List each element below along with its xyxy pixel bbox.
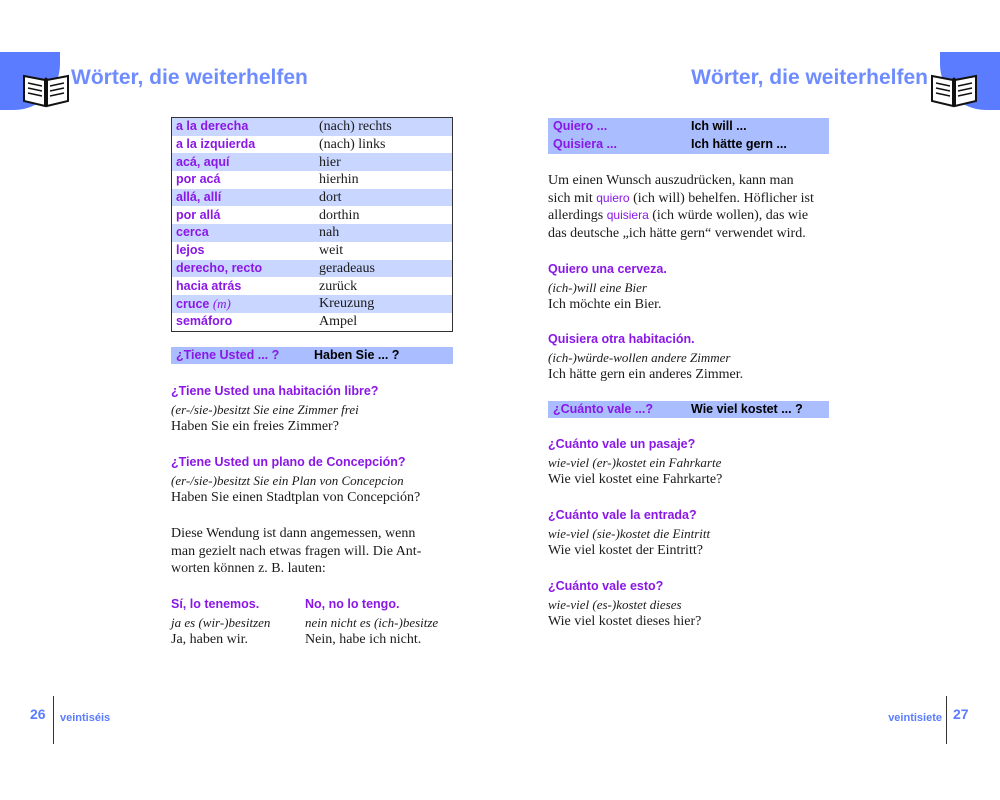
example-translation: Haben Sie ein freies Zimmer? — [171, 419, 339, 435]
table-row — [172, 224, 453, 242]
right-page-number — [953, 706, 969, 724]
phrase-german: Wie viel kostet ... ? — [691, 402, 803, 416]
example-block — [171, 383, 378, 436]
paragraph-text: (ich würde wollen), das wie — [648, 208, 809, 224]
answer-literal: nein nicht es (ich-)besitze — [305, 614, 439, 630]
german-term: Ampel — [319, 314, 358, 330]
table-row — [172, 242, 453, 260]
explanation-paragraph — [548, 172, 814, 242]
table-row — [172, 260, 453, 278]
example-translation: Ich hätte gern ein anderes Zimmer. — [548, 367, 744, 383]
answer-spanish: No, no lo tengo. — [305, 597, 400, 611]
paragraph-line: das deutsche „ich hätte gern“ verwendet wird. — [548, 225, 806, 241]
spanish-term — [172, 295, 316, 313]
german-term: weit — [319, 243, 344, 259]
example-block — [171, 454, 420, 507]
example-translation: Haben Sie einen Stadtplan von Concepción? — [171, 490, 421, 506]
paragraph-text: sich mit — [548, 190, 597, 206]
example-spanish: ¿Cuánto vale la entrada? — [548, 508, 697, 522]
answer-block — [171, 596, 270, 649]
german-term: geradeaus — [315, 260, 453, 278]
explanation-paragraph — [171, 525, 421, 578]
example-literal: (ich-)würde-wollen andere Zimmer — [548, 349, 731, 365]
example-literal: (ich-)will eine Bier — [548, 279, 647, 295]
phrase-bar-cuanto — [548, 401, 829, 418]
example-spanish: ¿Tiene Usted una habitación libre? — [171, 384, 379, 398]
spanish-term: derecho, recto — [172, 260, 316, 278]
spanish-term: acá, aquí — [172, 153, 316, 171]
phrase-bar-tiene — [171, 347, 453, 364]
answer-translation: Nein, habe ich nicht. — [305, 632, 422, 648]
open-book-icon — [21, 68, 71, 108]
example-literal: wie-viel (er-)kostet ein Fahrkarte — [548, 454, 722, 470]
paragraph-line: Diese Wendung ist dann angemessen, wenn — [171, 526, 416, 541]
page-number: 26 — [30, 706, 46, 722]
answer-translation: Ja, haben wir. — [171, 632, 248, 648]
page-word: veintiséis — [60, 712, 111, 724]
spanish-term: cerca — [172, 224, 316, 242]
paragraph-line: worten können z. B. lauten: — [171, 561, 326, 577]
example-spanish: Quisiera otra habitación. — [548, 332, 695, 346]
answer-block — [305, 596, 438, 649]
phrase-spanish: Quiero ... — [553, 119, 608, 133]
paragraph-text: (ich will) behelfen. Höflicher ist — [629, 190, 814, 206]
right-page-header: Wörter, die weiterhelfen — [691, 66, 928, 89]
german-term: dort — [315, 189, 453, 207]
example-literal: wie-viel (es-)kostet dieses — [548, 596, 682, 612]
page-word: veintisiete — [888, 712, 942, 724]
phrase-spanish: ¿Cuánto vale ...? — [553, 402, 654, 416]
german-term: nah — [315, 224, 453, 242]
paragraph-line: man gezielt nach etwas fragen will. Die Ant- — [171, 543, 422, 559]
example-translation: Wie viel kostet dieses hier? — [548, 614, 702, 630]
example-literal: (er-/sie-)besitzt Sie eine Zimmer frei — [171, 401, 359, 417]
phrase-german: Ich hätte gern ... — [691, 137, 787, 151]
spanish-term: semáforo — [176, 314, 233, 329]
spanish-term: hacia atrás — [176, 278, 242, 293]
phrase-german: Ich will ... — [691, 119, 747, 133]
spanish-term: a la izquierda — [176, 137, 256, 152]
german-term: hierhin — [319, 172, 359, 188]
example-block — [548, 436, 722, 489]
example-block — [548, 331, 743, 384]
german-term: dorthin — [319, 207, 360, 223]
open-book-icon — [929, 68, 979, 108]
spanish-term: a la derecha — [172, 118, 316, 136]
left-page-word — [60, 708, 110, 726]
example-spanish: ¿Cuánto vale un pasaje? — [548, 437, 696, 451]
example-translation: Wie viel kostet der Eintritt? — [548, 543, 703, 559]
spanish-term: por allá — [176, 207, 221, 222]
example-literal: (er-/sie-)besitzt Sie ein Plan von Concepcion — [171, 472, 404, 488]
vocab-table — [171, 117, 453, 332]
example-spanish: ¿Cuánto vale esto? — [548, 579, 664, 593]
table-row — [172, 118, 453, 136]
answer-literal: ja es (wir-)besitzen — [171, 614, 271, 630]
spanish-term: por acá — [176, 172, 221, 187]
table-row — [172, 153, 453, 171]
spanish-term: lejos — [176, 243, 205, 258]
paragraph-line — [548, 190, 814, 208]
gender-note: (m) — [212, 295, 231, 311]
spanish-term: allá, allí — [172, 189, 316, 207]
answer-spanish: Sí, lo tenemos. — [171, 597, 260, 611]
german-term: (nach) rechts — [315, 118, 453, 136]
german-term: zurück — [319, 278, 358, 294]
paragraph-text: allerdings — [548, 208, 607, 224]
page-number-divider — [53, 696, 54, 744]
german-term: Kreuzung — [315, 295, 453, 313]
paragraph-line: Um einen Wunsch auszudrücken, kann man — [548, 173, 794, 188]
phrase-german: Haben Sie ... ? — [314, 348, 400, 362]
phrase-spanish: Quisiera ... — [553, 137, 617, 151]
left-page-header: Wörter, die weiterhelfen — [71, 66, 308, 89]
example-block — [548, 578, 701, 631]
example-block — [548, 261, 667, 314]
table-row — [172, 313, 453, 331]
example-literal: wie-viel (sie-)kostet die Eintritt — [548, 525, 711, 541]
example-translation: Ich möchte ein Bier. — [548, 297, 662, 313]
paragraph-line — [548, 207, 814, 225]
german-term: hier — [315, 153, 453, 171]
spanish-word: cruce — [176, 296, 210, 311]
table-row — [172, 136, 453, 154]
phrase-spanish: ¿Tiene Usted ... ? — [176, 348, 280, 362]
page-number: 27 — [953, 706, 969, 722]
left-page-number — [30, 706, 46, 724]
phrase-bar-quiero — [548, 118, 829, 154]
table-row — [172, 277, 453, 295]
inline-spanish-word: quiero — [596, 190, 630, 205]
right-page-word — [888, 708, 942, 726]
inline-spanish-word: quisiera — [606, 208, 649, 223]
example-spanish: Quiero una cerveza. — [548, 262, 667, 276]
table-row — [172, 171, 453, 189]
page-number-divider — [946, 696, 947, 744]
example-block — [548, 507, 710, 560]
german-term: (nach) links — [319, 137, 386, 153]
table-row — [172, 295, 453, 313]
example-spanish: ¿Tiene Usted un plano de Concepción? — [171, 455, 406, 469]
table-row — [172, 189, 453, 207]
table-row — [172, 206, 453, 224]
example-translation: Wie viel kostet eine Fahrkarte? — [548, 472, 723, 488]
